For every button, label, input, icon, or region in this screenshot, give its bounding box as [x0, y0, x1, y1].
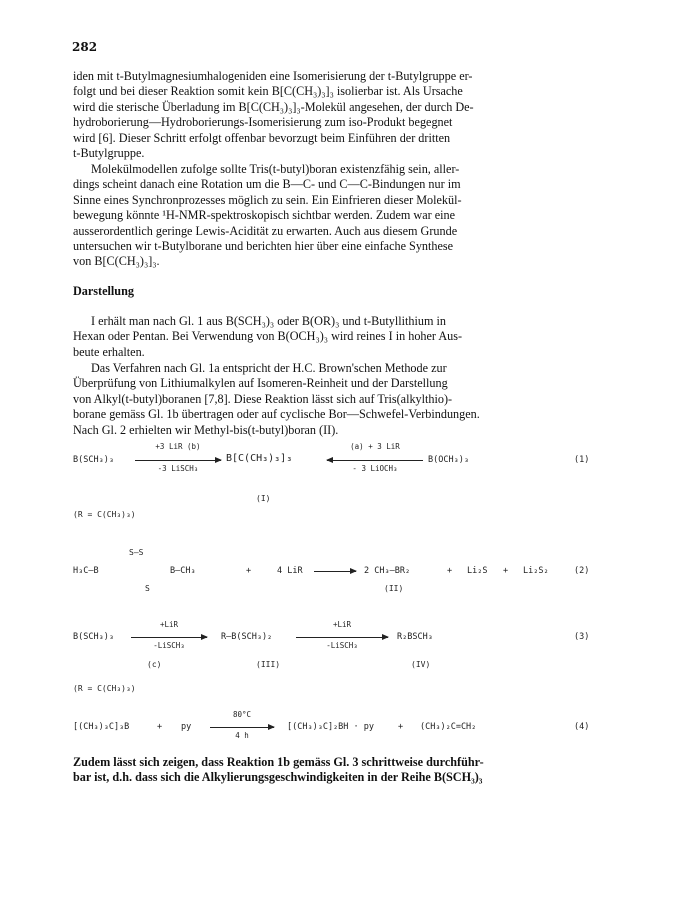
eq2-reagent: 4 LiR [277, 566, 303, 576]
text-line: t-Butylgruppe. [73, 146, 145, 161]
eq2-number: (2) [574, 566, 590, 576]
paragraph-preparation [73, 314, 608, 360]
eq1-arrow-right [135, 460, 221, 461]
eq4-condition-above: 80°C [232, 710, 252, 719]
eq1-condition-above-1: +3 LiR (b) [155, 442, 201, 451]
eq1-condition-below-1: -3 LiSCH₃ [157, 464, 199, 473]
text-line: dings scheint danach eine Rotation um die B—C- und C—C-Bindungen nur im [73, 177, 461, 192]
eq4-product: [(CH₃)₃C]₂BH · py [287, 722, 374, 732]
text-line: hydroborierung—Hydroborierungs-Isomerisierung zum iso-Produkt begegnet [73, 115, 453, 130]
eq1-reactant-right: B(OCH₃)₃ [428, 455, 469, 465]
eq3-condition-below-2: -LiSCH₃ [326, 641, 358, 650]
section-heading: Darstellung [73, 284, 134, 298]
eq4-number: (4) [574, 722, 590, 732]
eq4-reagent: py [181, 722, 192, 732]
eq4-condition-below: 4 h [235, 731, 249, 740]
text-line: bar ist, d.h. dass sich die Alkylierungsgeschwindigkeiten in der Reihe B(SCH₃)₃ [73, 770, 483, 785]
eq2-ring-right: B—CH₃ [170, 566, 196, 576]
text-line: iden mit t-Butylmagnesiumhalogeniden eine Isomerisierung der t-Butylgruppe er- [73, 69, 473, 83]
eq1-compound-label: (I) [256, 494, 271, 503]
text-line: bewegung könnte ¹H-NMR-spektroskopisch sichtbar werden. Zudem war eine [73, 208, 456, 223]
text-line: Zudem lässt sich zeigen, dass Reaktion 1b gemäss Gl. 3 schrittweise durchführ- [73, 755, 484, 769]
eq3-condition-above-2: +LiR [332, 620, 352, 629]
text-line: Hexan oder Pentan. Bei Verwendung von B(OCH₃)₃ wird reines I in hoher Aus- [73, 329, 463, 344]
eq3-condition-above-1: +LiR [159, 620, 179, 629]
eq2-ring-bottom-sulfur: S [145, 584, 150, 593]
eq3-r-definition: (R = C(CH₃)₃) [73, 684, 136, 693]
page-number: 282 [72, 40, 98, 54]
text-line: Überprüfung von Lithiumalkylen auf Isomeren-Reinheit und der Darstellung [73, 376, 448, 391]
eq1-condition-below-2: - 3 LiOCH₃ [352, 464, 398, 473]
paragraph-final [73, 755, 608, 786]
eq1-r-definition: (R = C(CH₃)₃) [73, 510, 136, 519]
text-line: beute erhalten. [73, 344, 145, 359]
eq4-reactant: [(CH₃)₃C]₃B [73, 722, 130, 732]
eq1-arrow-left [327, 460, 423, 461]
eq1-number: (1) [574, 455, 590, 465]
eq2-plus-3: + [503, 566, 509, 576]
paragraph-brown-method [73, 361, 608, 438]
eq1-condition-above-2: (a) + 3 LiR [350, 442, 400, 451]
eq2-byproduct-1: Li₂S [467, 566, 488, 576]
eq2-arrow [314, 571, 356, 572]
eq2-plus-1: + [246, 566, 252, 576]
eq1-reactant-left: B(SCH₃)₃ [73, 455, 114, 465]
eq2-ring-top-sulfur: S—S [129, 548, 144, 557]
text-line: wird die sterische Überladung im B[C(CH₃)₃]₃-Molekül angesehen, der durch De- [73, 99, 474, 114]
eq2-product: 2 CH₃—BR₂ [364, 566, 411, 576]
eq4-plus-1: + [157, 722, 163, 732]
eq4-byproduct: (CH₃)₂C=CH₂ [420, 722, 477, 732]
text-line: von B[C(CH₃)₃]₃. [73, 254, 160, 269]
paragraph-molecular-models [73, 162, 608, 270]
eq2-ring-left: H₃C—B [73, 566, 99, 576]
eq1-product: B[C(CH₃)₃]₃ [226, 453, 293, 464]
text-line: Das Verfahren nach Gl. 1a entspricht der H.C. Brown'schen Methode zur [91, 361, 447, 375]
eq3-product: R₂BSCH₃ [397, 632, 433, 642]
text-line: wird [6]. Dieser Schritt erfolgt offenbar bevorzugt beim Einführen der dritten [73, 130, 451, 145]
text-line: borane gemäss Gl. 1b übertragen oder auf cyclische Bor—Schwefel-Verbindungen. [73, 407, 480, 422]
text-line: von Alkyl(t-butyl)boranen [7,8]. Diese Reaktion lässt sich auf Tris(alkylthio)- [73, 391, 453, 406]
eq4-plus-2: + [398, 722, 404, 732]
eq3-arrow-1 [131, 637, 207, 638]
eq2-plus-2: + [447, 566, 453, 576]
eq2-compound-label: (II) [384, 584, 404, 593]
eq4-arrow [210, 727, 274, 728]
eq3-number: (3) [574, 632, 590, 642]
eq3-arrow-2 [296, 637, 388, 638]
eq3-reactant: B(SCH₃)₃ [73, 632, 114, 642]
text-line: folgt und bei dieser Reaktion somit kein B[C(CH₃)₃]₃ isolierbar ist. Als Ursache [73, 84, 463, 99]
eq3-label-left: (c) [147, 660, 162, 669]
text-line: Sinne eines Synchronprozesses möglich zu sein. Ein Einfrieren dieser Molekül- [73, 192, 462, 207]
eq2-byproduct-2: Li₂S₂ [523, 566, 549, 576]
text-line: ausserordentlich geringe Lewis-Acidität zu erwarten. Auch aus diesem Grunde [73, 223, 458, 238]
intro-paragraph [73, 69, 608, 161]
text-line: Molekülmodellen zufolge sollte Tris(t-butyl)boran existenzfähig sein, aller- [91, 162, 460, 176]
text-line: untersuchen wir t-Butylborane und berichten hier über eine einfache Synthese [73, 239, 454, 254]
text-line: Nach Gl. 2 erhielten wir Methyl-bis(t-butyl)boran (II). [73, 422, 339, 437]
eq3-label-middle: (III) [256, 660, 281, 669]
eq3-intermediate: R—B(SCH₃)₂ [221, 632, 273, 642]
eq3-condition-below-1: -LiSCH₃ [153, 641, 185, 650]
eq3-label-right: (IV) [411, 660, 431, 669]
text-line: I erhält man nach Gl. 1 aus B(SCH₃)₃ oder B(OR)₃ und t-Butyllithium in [91, 314, 446, 328]
